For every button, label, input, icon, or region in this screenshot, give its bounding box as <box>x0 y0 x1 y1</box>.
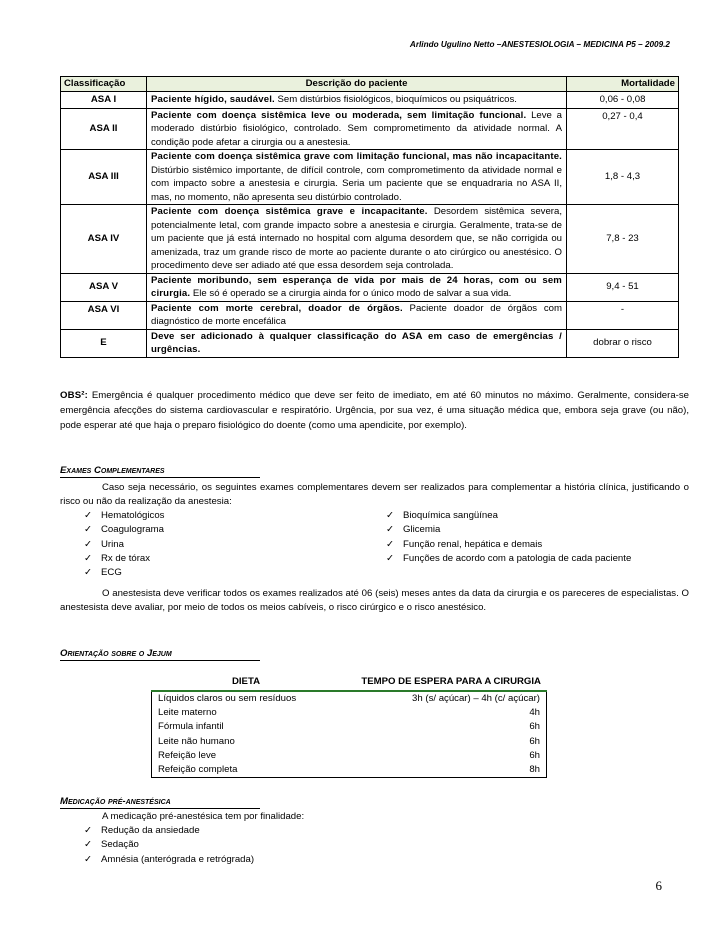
section-title-medicacao <box>60 796 260 809</box>
list-item-label: Coagulograma <box>101 524 164 536</box>
list-item-label: Redução da ansiedade <box>101 825 200 836</box>
section-title-exames <box>60 465 260 478</box>
list-item-label: ECG <box>101 567 122 579</box>
asa-class-cell: ASA I <box>61 92 147 109</box>
asa-classification-table <box>60 76 679 358</box>
column-header-classification: Classificação <box>61 77 147 92</box>
asa-description-cell <box>147 273 567 301</box>
asa-description-text: Paciente doador de órgãos com diagnóstico de morte encefálica <box>151 302 562 327</box>
diet-cell: Líquidos claros ou sem resíduos <box>158 693 297 704</box>
fasting-table-body <box>151 692 547 778</box>
list-item <box>84 509 364 523</box>
check-icon: ✓ <box>386 510 395 521</box>
asa-description-text: Sem distúrbios fisiológicos, bioquímicos ou psiquátricos. <box>274 94 517 105</box>
asa-description-cell <box>147 108 567 150</box>
exames-list-right <box>386 509 660 566</box>
asa-mortality-cell: 7,8 - 23 <box>567 205 679 274</box>
diet-cell: Refeição leve <box>158 749 217 761</box>
table-row <box>61 92 679 109</box>
asa-mortality-cell: dobrar o risco <box>567 329 679 357</box>
table-header-row <box>61 77 679 92</box>
wait-time-cell: 4h <box>529 707 540 719</box>
fasting-table <box>151 674 547 778</box>
asa-description-text: Desordem sistêmica severa, potencialmente letal, com grande impacto sobre a anestesia e cirurgia. Geralmente, trata-se de um paciente que já está internado no hospital com alguma desordem que, se não corrigida ou amenizada, traz um grande risco de morte ao paciente durante o ato cirúrgico ou anestésico. O procedimento deve ser adiado até que essa desordem seja controlada. <box>151 206 562 271</box>
table-row <box>61 273 679 301</box>
list-item-label: Rx de tórax <box>101 552 151 564</box>
asa-description-bold: Paciente hígido, saudável. <box>151 94 275 105</box>
wait-time-cell: 8h <box>529 763 540 775</box>
list-item-label: Amnésia (anterógrada e retrógrada) <box>101 853 255 865</box>
list-item-label: Sedação <box>101 839 139 851</box>
asa-description-bold: Paciente com doença sistêmica grave com limitação funcional, mas não incapacitante. <box>151 151 562 162</box>
asa-description-cell <box>147 205 567 274</box>
diet-cell: Fórmula infantil <box>158 721 224 733</box>
table-row <box>61 205 679 274</box>
table-row <box>61 108 679 150</box>
obs-text: Emergência é qualquer procedimento médico que deve ser feito de imediato, em até 60 minutos no máximo. Geralmente, considera-se emergência afecções do sistema cardiovascular e respiratório. Urgência, por sua vez, é uma situação médica que, embora seja grave (ou não), pode esperar até que haja o preparo fisiológico do doente (como uma apendicite, por exemplo). <box>60 390 689 431</box>
list-item <box>386 552 660 566</box>
asa-description-text: Ele só é operado se a cirurgia ainda for o único modo de salvar a sua vida. <box>190 288 512 299</box>
asa-description-cell <box>147 301 567 329</box>
exames-intro: Caso seja necessário, os seguintes exames complementares devem ser realizados para complementar a história clínica, justificando o risco ou não da realização da anestesia: <box>60 482 689 508</box>
list-item-label: Função renal, hepática e demais <box>403 538 543 550</box>
list-item <box>84 523 364 537</box>
table-row <box>152 692 546 706</box>
asa-mortality-cell: 0,27 - 0,4 <box>567 108 679 150</box>
asa-description-text: Leve a moderado distúrbio fisiológico, controlado. Sem comprometimento da atividade normal. A condição pode afetar a cirurgia ou a anestesia. <box>151 109 562 148</box>
wait-time-cell: 6h <box>529 735 540 747</box>
list-item <box>386 523 660 537</box>
check-icon: ✓ <box>84 853 93 865</box>
check-icon: ✓ <box>84 524 93 536</box>
diet-cell: Leite materno <box>158 707 217 719</box>
check-icon: ✓ <box>84 538 93 550</box>
table-row <box>61 329 679 357</box>
check-icon: ✓ <box>84 839 93 851</box>
asa-class-cell: ASA III <box>61 150 147 205</box>
asa-class-cell: ASA V <box>61 273 147 301</box>
table-row <box>152 749 546 763</box>
check-icon: ✓ <box>386 538 395 550</box>
wait-time-cell: 6h <box>529 749 540 761</box>
list-item-label: Hematológicos <box>101 510 165 521</box>
asa-description-bold: Paciente com morte cerebral, doador de órgãos. <box>151 302 403 314</box>
asa-mortality-cell: 1,8 - 4,3 <box>567 150 679 205</box>
running-header: Arlindo Ugulino Netto –ANESTESIOLOGIA – MEDICINA P5 – 2009.2 <box>409 40 670 49</box>
asa-description-bold: Paciente com doença sistêmica leve ou moderada, sem limitação funcional. <box>151 109 527 121</box>
list-item-label: Glicemia <box>403 524 441 536</box>
exames-list-left <box>84 509 364 580</box>
column-header-description: Descrição do paciente <box>147 77 567 92</box>
asa-class-cell: ASA VI <box>61 301 147 329</box>
list-item <box>84 838 384 852</box>
check-icon: ✓ <box>386 524 395 536</box>
list-item <box>84 566 364 580</box>
table-row <box>152 720 546 734</box>
check-icon: ✓ <box>386 552 395 564</box>
table-row <box>152 763 546 777</box>
list-item <box>84 552 364 566</box>
asa-description-bold: Paciente moribundo, sem esperança de vida por mais de 24 horas, com ou sem cirurgia. <box>151 274 562 299</box>
check-icon: ✓ <box>84 510 93 521</box>
asa-class-cell: ASA II <box>61 108 147 150</box>
asa-class-cell: E <box>61 329 147 357</box>
asa-mortality-cell: - <box>567 301 679 329</box>
asa-description-bold: Paciente com doença sistêmica grave e incapacitante. <box>151 206 428 217</box>
asa-description-cell <box>147 92 567 109</box>
list-item-label: Bioquímica sangüínea <box>403 510 498 521</box>
section-title-text: Medicação pré-anestésica <box>60 796 171 807</box>
medicacao-intro: A medicação pré-anestésica tem por finalidade: <box>102 811 305 822</box>
table-row <box>152 706 546 720</box>
list-item-label: Funções de acordo com a patologia de cada paciente <box>403 552 632 564</box>
table-row <box>61 301 679 329</box>
list-item <box>386 509 660 523</box>
wait-time-cell: 6h <box>529 721 540 733</box>
column-header-diet: DIETA <box>231 676 261 687</box>
obs-label: OBS²: <box>60 390 88 401</box>
asa-class-cell: ASA IV <box>61 205 147 274</box>
section-title-jejum <box>60 648 260 661</box>
diet-cell: Refeição completa <box>158 763 238 775</box>
list-item <box>386 538 660 552</box>
section-title-text: Orientação sobre o Jejum <box>60 648 172 659</box>
check-icon: ✓ <box>84 552 93 564</box>
fasting-table-header <box>151 674 547 692</box>
diet-cell: Leite não humano <box>158 735 235 747</box>
obs-paragraph <box>60 388 689 433</box>
list-item-label: Urina <box>101 538 124 550</box>
list-item <box>84 538 364 552</box>
asa-description-cell <box>147 150 567 205</box>
page-number: 6 <box>655 878 662 893</box>
wait-time-cell: 3h (s/ açúcar) – 4h (c/ açúcar) <box>412 693 540 704</box>
asa-mortality-cell: 0,06 - 0,08 <box>567 92 679 109</box>
medicacao-list <box>84 824 384 867</box>
check-icon: ✓ <box>84 567 93 579</box>
table-row <box>152 735 546 749</box>
asa-description-bold: Deve ser adicionado à qualquer classificação do ASA em caso de emergências / urgências. <box>151 330 562 355</box>
asa-mortality-cell: 9,4 - 51 <box>567 273 679 301</box>
exames-paragraph: O anestesista deve verificar todos os exames realizados até 06 (seis) meses antes da data da cirurgia e os pareceres de especialistas. O anestesista deve avaliar, por meio de todos os meios cabíveis, o risco cirúrgico e o risco anestésico. <box>60 588 689 614</box>
check-icon: ✓ <box>84 825 93 836</box>
asa-description-cell <box>147 329 567 357</box>
table-row <box>61 150 679 205</box>
list-item <box>84 853 384 867</box>
asa-description-text: Distúrbio sistêmico importante, de difícil controle, com comprometimento da atividade normal e com impacto sobre a anestesia e cirurgia. Seria um paciente que se enquadraria no ASA II, mas, no momento, não apresenta seu distúrbio controlado. <box>151 164 562 203</box>
section-title-text: Exames Complementares <box>60 465 165 476</box>
list-item <box>84 824 384 838</box>
column-header-wait-time: TEMPO DE ESPERA PARA A CIRURGIA <box>361 676 541 687</box>
column-header-mortality: Mortalidade <box>567 77 679 92</box>
